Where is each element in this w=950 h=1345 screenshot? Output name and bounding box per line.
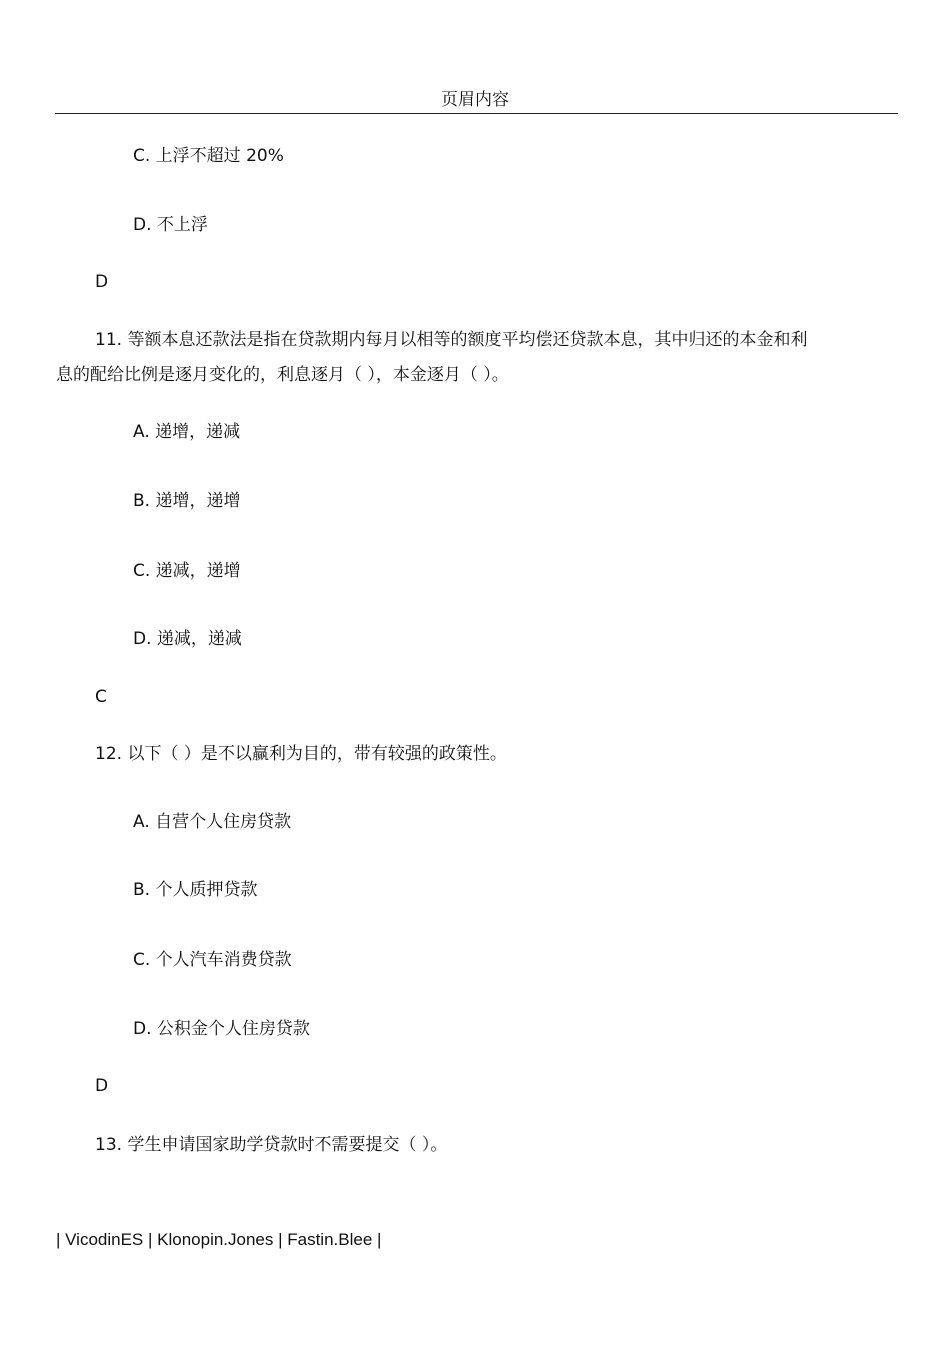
q11-option-d: D. 递减，递减 (133, 629, 242, 649)
q12-option-a: A. 自营个人住房贷款 (133, 812, 292, 832)
q12-option-c: C. 个人汽车消费贷款 (133, 950, 292, 970)
q11-option-c: C. 递减，递增 (133, 561, 241, 581)
page-header-title: 页眉内容 (441, 90, 509, 110)
q11-question-line-2: 息的配给比例是逐月变化的，利息逐月（ ），本金逐月（ ）。 (56, 365, 509, 385)
q12-question-line-1: 12. 以下（ ）是不以赢利为目的，带有较强的政策性。 (95, 744, 507, 764)
q11-answer: C (95, 687, 107, 707)
q10-answer: D (95, 272, 109, 292)
q10-option-c: C. 上浮不超过 20% (133, 146, 284, 166)
q11-option-a: A. 递增，递减 (133, 422, 241, 442)
q11-question-line-1: 11. 等额本息还款法是指在贷款期内每月以相等的额度平均偿还贷款本息，其中归还的本金和利 (95, 330, 808, 350)
header-divider (55, 113, 898, 114)
q13-question-line-1: 13. 学生申请国家助学贷款时不需要提交（ ）。 (95, 1135, 448, 1155)
page-footer-text: | VicodinES | Klonopin.Jones | Fastin.Blee | (56, 1230, 382, 1249)
q11-option-b: B. 递增，递增 (133, 491, 241, 511)
q10-option-d: D. 不上浮 (133, 215, 208, 235)
q12-answer: D (95, 1076, 109, 1096)
q12-option-d: D. 公积金个人住房贷款 (133, 1019, 310, 1039)
q12-option-b: B. 个人质押贷款 (133, 880, 258, 900)
